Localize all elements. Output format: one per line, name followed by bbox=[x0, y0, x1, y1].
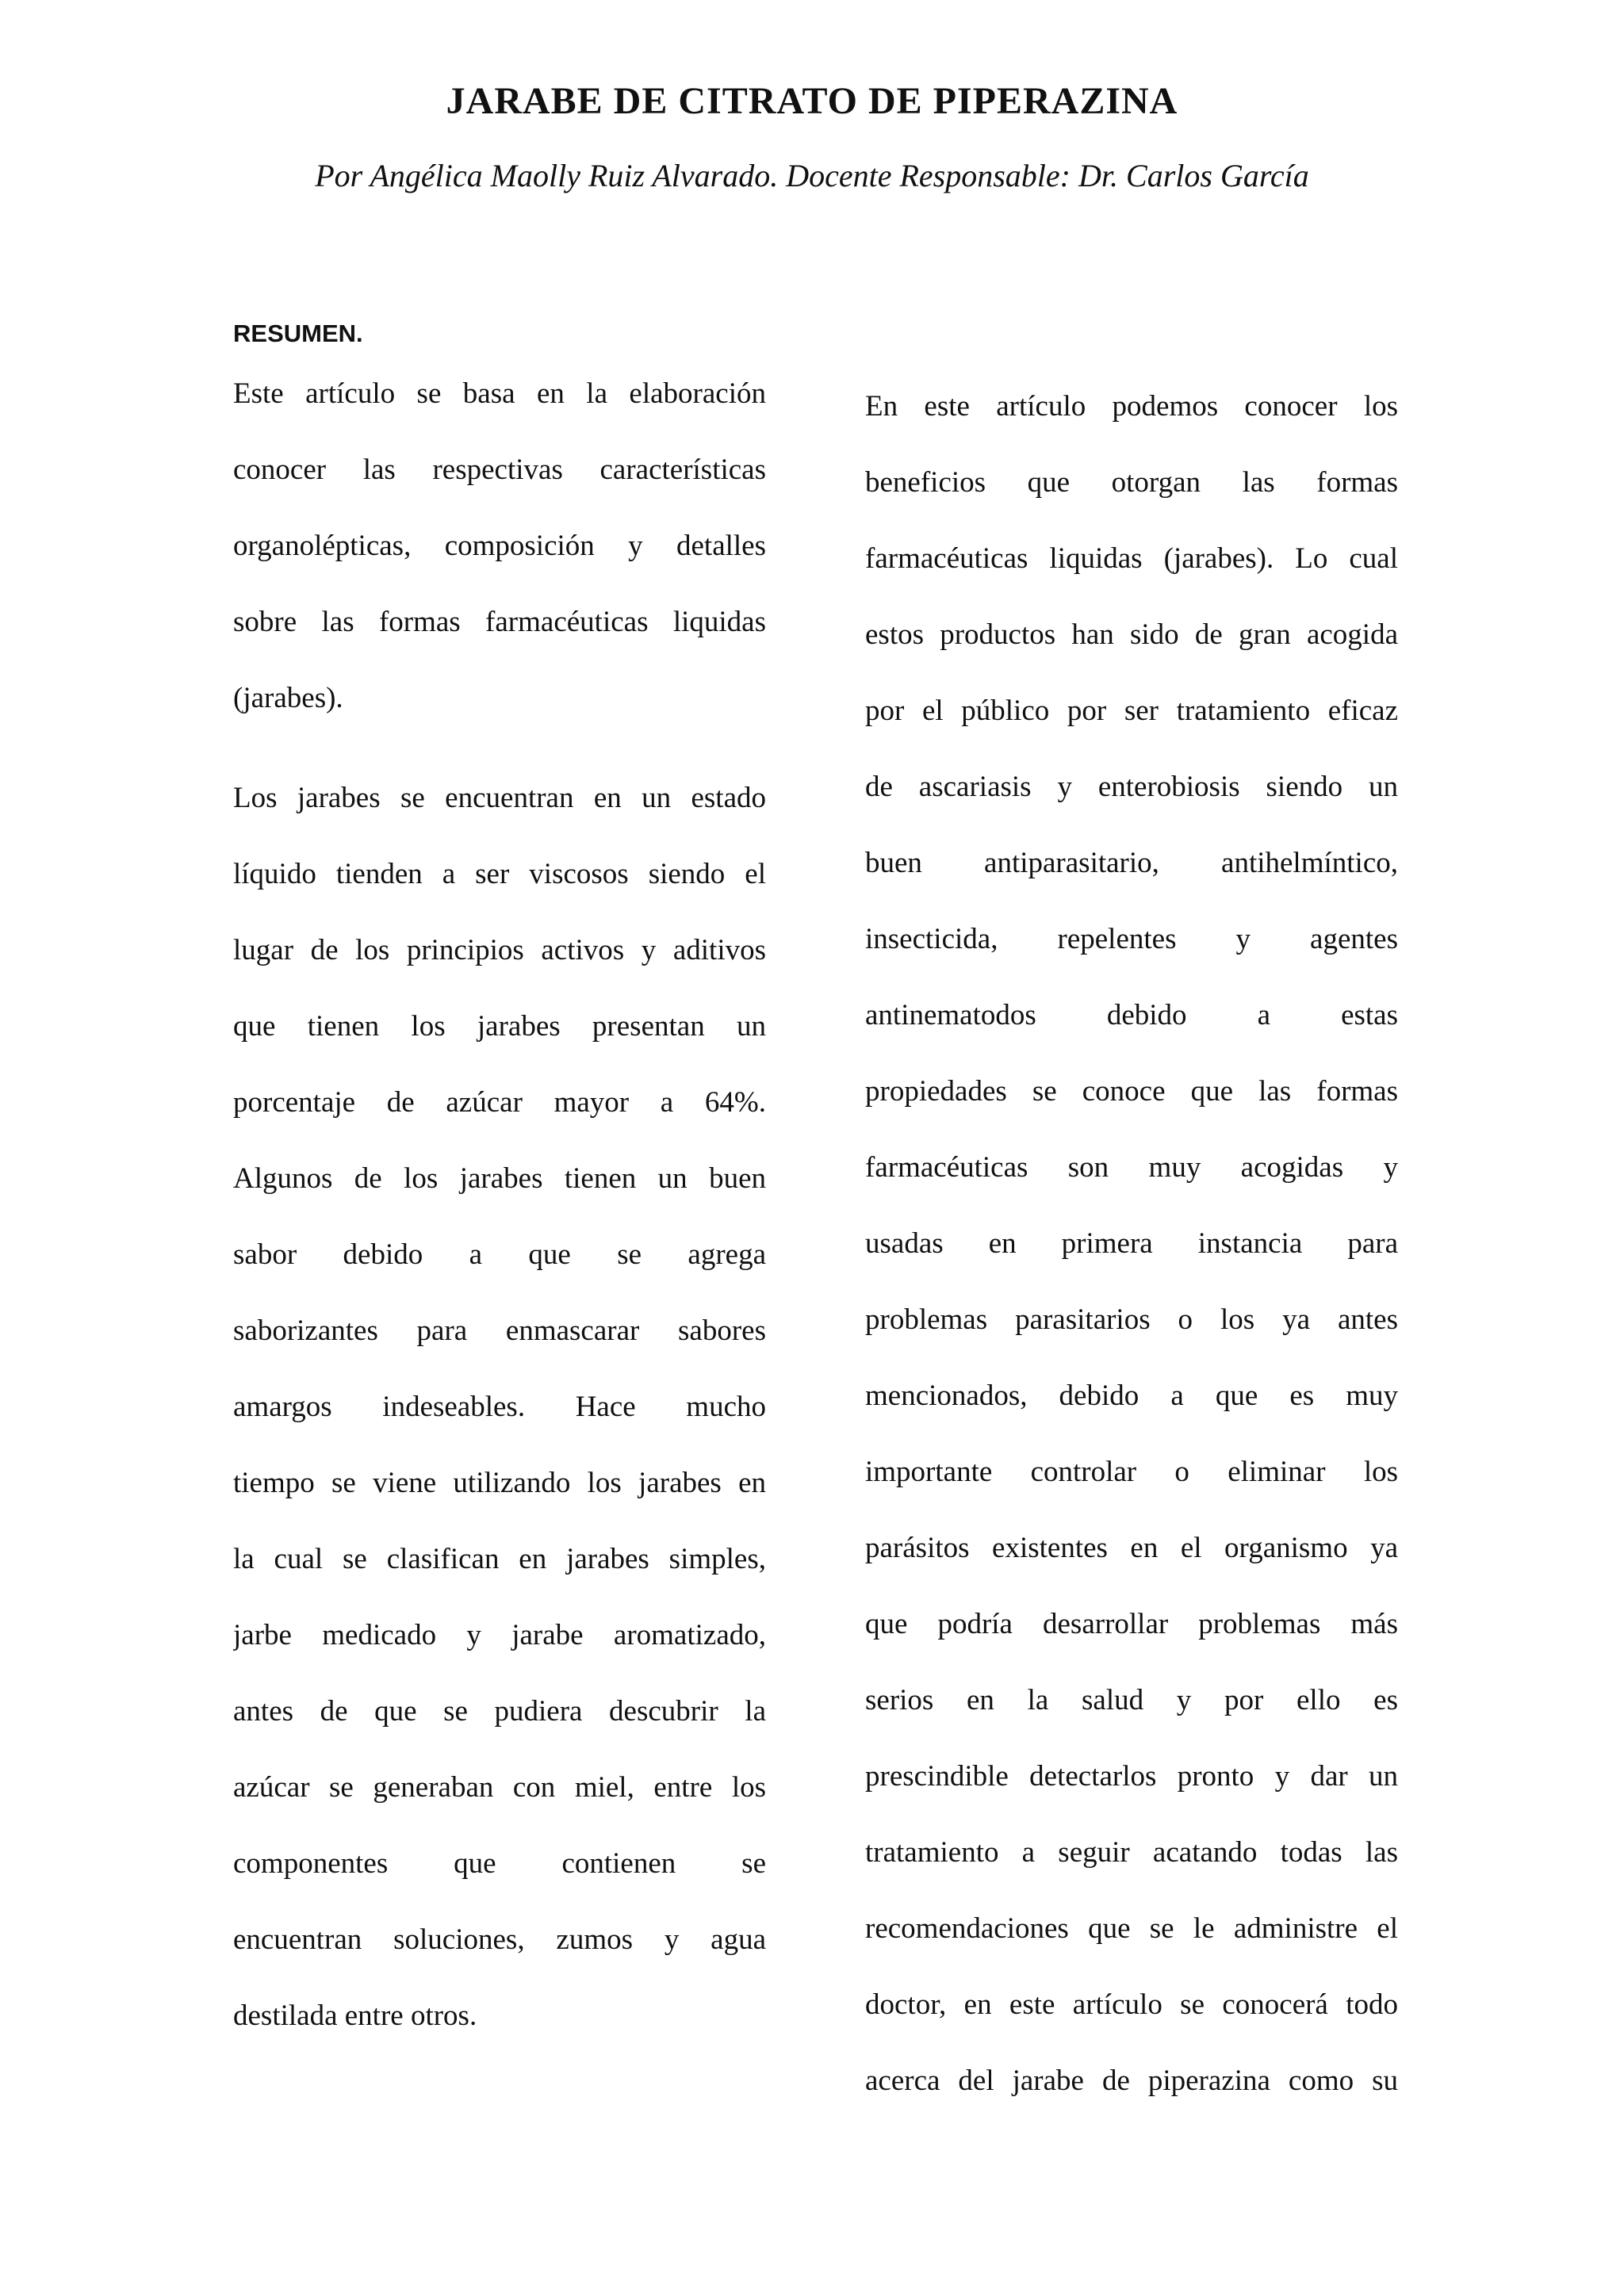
text-line: propiedades se conoce que las formas bbox=[865, 1075, 1398, 1108]
text-line: Algunos de los jarabes tienen un buen bbox=[233, 1162, 766, 1195]
text-line: jarbe medicado y jarabe aromatizado, bbox=[233, 1619, 766, 1651]
text-line: prescindible detectarlos pronto y dar un bbox=[865, 1760, 1398, 1793]
text-line: organolépticas, composición y detalles bbox=[233, 530, 766, 562]
text-line: que tienen los jarabes presentan un bbox=[233, 1010, 766, 1043]
text-line: Este artículo se basa en la elaboración bbox=[233, 377, 766, 410]
text-line: lugar de los principios activos y aditivos bbox=[233, 934, 766, 966]
text-line: saborizantes para enmascarar sabores bbox=[233, 1314, 766, 1347]
text-line: farmacéuticas son muy acogidas y bbox=[865, 1151, 1398, 1184]
document-title: JARABE DE CITRATO DE PIPERAZINA bbox=[446, 80, 1178, 122]
text-line: importante controlar o eliminar los bbox=[865, 1456, 1398, 1488]
text-line: tratamiento a seguir acatando todas las bbox=[865, 1836, 1398, 1869]
text-line: mencionados, debido a que es muy bbox=[865, 1380, 1398, 1412]
text-line: usadas en primera instancia para bbox=[865, 1227, 1398, 1260]
text-line: la cual se clasifican en jarabes simples, bbox=[233, 1543, 766, 1575]
text-line: recomendaciones que se le administre el bbox=[865, 1912, 1398, 1945]
text-line: encuentran soluciones, zumos y agua bbox=[233, 1923, 766, 1956]
text-line: antinematodos debido a estas bbox=[865, 999, 1398, 1031]
text-line: que podría desarrollar problemas más bbox=[865, 1608, 1398, 1640]
text-line: problemas parasitarios o los ya antes bbox=[865, 1303, 1398, 1336]
text-line: de ascariasis y enterobiosis siendo un bbox=[865, 771, 1398, 803]
text-line: parásitos existentes en el organismo ya bbox=[865, 1532, 1398, 1564]
text-line: destilada entre otros. bbox=[233, 1999, 477, 2032]
text-line: buen antiparasitario, antihelmíntico, bbox=[865, 847, 1398, 879]
text-line: Los jarabes se encuentran en un estado bbox=[233, 782, 766, 814]
intro-paragraph bbox=[865, 369, 1398, 2119]
text-line: porcentaje de azúcar mayor a 64%. bbox=[233, 1086, 766, 1119]
text-line: sobre las formas farmacéuticas liquidas bbox=[233, 606, 766, 638]
text-line: antes de que se pudiera descubrir la bbox=[233, 1695, 766, 1728]
text-line: líquido tienden a ser viscosos siendo el bbox=[233, 858, 766, 890]
text-line: En este artículo podemos conocer los bbox=[865, 390, 1398, 423]
text-line: conocer las respectivas características bbox=[233, 453, 766, 486]
text-line: amargos indeseables. Hace mucho bbox=[233, 1391, 766, 1423]
text-line: acerca del jarabe de piperazina como su bbox=[865, 2064, 1398, 2097]
abstract-paragraph-1 bbox=[233, 356, 766, 737]
text-line: sabor debido a que se agrega bbox=[233, 1238, 766, 1271]
text-line: serios en la salud y por ello es bbox=[865, 1684, 1398, 1716]
right-column bbox=[865, 369, 1398, 2145]
text-line: beneficios que otorgan las formas bbox=[865, 466, 1398, 499]
abstract-paragraph-2 bbox=[233, 760, 766, 2054]
text-line: tiempo se viene utilizando los jarabes en bbox=[233, 1467, 766, 1499]
text-line: insecticida, repelentes y agentes bbox=[865, 923, 1398, 955]
left-column bbox=[233, 312, 766, 2054]
text-line: (jarabes). bbox=[233, 682, 343, 714]
author-byline: Por Angélica Maolly Ruiz Alvarado. Docente Responsable: Dr. Carlos García bbox=[315, 158, 1309, 193]
text-line: farmacéuticas liquidas (jarabes). Lo cual bbox=[865, 542, 1398, 575]
text-line: componentes que contienen se bbox=[233, 1847, 766, 1880]
text-line: estos productos han sido de gran acogida bbox=[865, 618, 1398, 651]
text-line: doctor, en este artículo se conocerá todo bbox=[865, 1988, 1398, 2021]
text-line: azúcar se generaban con miel, entre los bbox=[233, 1771, 766, 1804]
text-line: por el público por ser tratamiento eficaz bbox=[865, 695, 1398, 727]
section-heading-resumen: RESUMEN. bbox=[233, 320, 363, 347]
